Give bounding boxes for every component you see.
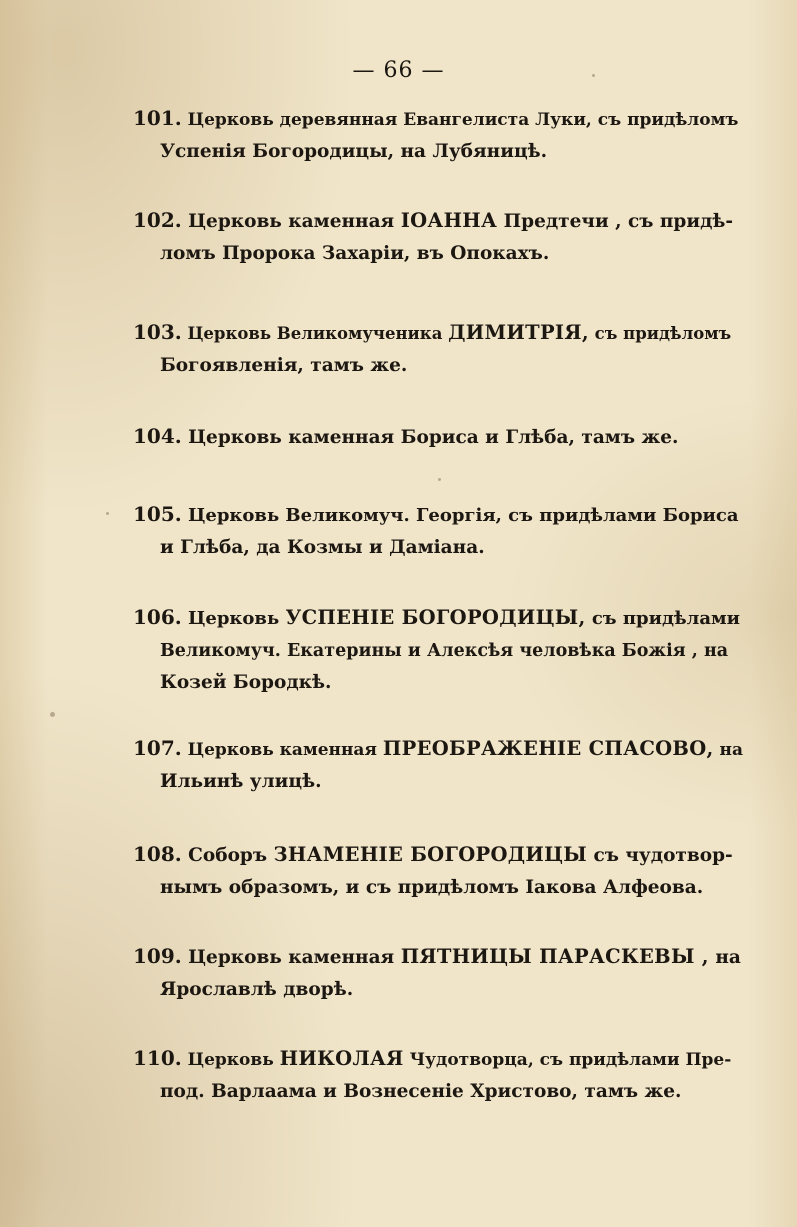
church-name: ДИМИТРІЯ, — [448, 321, 589, 344]
entry-line — [133, 732, 743, 766]
ink-speck — [438, 478, 441, 481]
page-number: — 66 — — [352, 58, 445, 83]
entry-105 — [133, 498, 743, 564]
entry-number: 106. — [133, 605, 182, 629]
entry-109 — [133, 940, 743, 1006]
entry-number: 108. — [133, 842, 182, 866]
entry-line — [133, 838, 743, 872]
entry-line — [133, 102, 743, 136]
entry-line — [133, 940, 743, 974]
entry-107 — [133, 732, 743, 798]
entry-number: 109. — [133, 944, 182, 968]
entry-text: Предтечи , съ придѣ- — [503, 211, 734, 232]
entry-line: Ильинѣ улицѣ. — [160, 771, 322, 792]
entry-number: 110. — [133, 1046, 182, 1070]
entry-line: нымъ образомъ, и съ придѣломъ Іакова Алфеова. — [160, 877, 704, 898]
entry-number: 103. — [133, 320, 182, 344]
entry-line — [133, 316, 743, 350]
church-name: НИКОЛАЯ — [279, 1047, 404, 1070]
entry-text: Церковь — [187, 1050, 274, 1070]
entry-number: 105. — [133, 502, 182, 526]
entry-line — [133, 204, 743, 238]
entry-110 — [133, 1042, 743, 1108]
ink-speck — [106, 512, 109, 515]
church-name: ПЯТНИЦЫ ПАРАСКЕВЫ , — [400, 945, 709, 968]
entry-104 — [133, 420, 743, 454]
entry-line: Успенія Богородицы, на Лубяницѣ. — [160, 141, 548, 162]
entry-text: съ чудотвор- — [593, 845, 733, 866]
entry-text: Соборъ — [188, 845, 268, 866]
entry-number: 101. — [133, 106, 182, 130]
entry-text: Церковь — [188, 608, 280, 629]
entry-text: Церковь Великомуч. Георгія, съ придѣлами Бориса — [188, 505, 739, 526]
entry-text: Церковь Великомученика — [187, 324, 443, 343]
entry-number: 104. — [133, 424, 182, 448]
entry-text: Чудотворца, съ придѣлами Пре- — [409, 1050, 732, 1070]
entry-106 — [133, 601, 743, 699]
entry-line — [133, 601, 743, 635]
entry-line: Ярославлѣ дворѣ. — [160, 979, 354, 1000]
church-name: УСПЕНІЕ БОГОРОДИЦЫ, — [285, 606, 586, 629]
entry-text: на — [715, 947, 741, 968]
church-name: ПРЕОБРАЖЕНІЕ СПАСОВО, — [382, 737, 714, 760]
entry-108 — [133, 838, 743, 904]
entry-line: Богоявленія, тамъ же. — [160, 355, 408, 376]
entry-102 — [133, 204, 743, 270]
entry-text: съ придѣломъ — [594, 324, 732, 343]
entry-number: 102. — [133, 208, 182, 232]
entry-line: Козей Бородкѣ. — [160, 672, 332, 693]
entry-line: под. Варлаама и Вознесеніе Христово, тамъ же. — [160, 1081, 682, 1102]
entry-line — [133, 498, 743, 532]
entry-number: 107. — [133, 736, 182, 760]
entry-text: Церковь каменная — [187, 740, 377, 760]
entry-line — [133, 1042, 743, 1076]
entry-text: съ придѣлами — [591, 608, 740, 629]
entry-text: Церковь каменная Бориса и Глѣба, тамъ же. — [188, 427, 679, 448]
entry-text: Церковь каменная — [188, 211, 395, 232]
entry-line: и Глѣба, да Козмы и Даміана. — [160, 537, 485, 558]
entry-text: Церковь деревянная Евангелиста Луки, съ придѣломъ — [187, 110, 739, 130]
entry-101 — [133, 102, 743, 168]
entry-text: Церковь каменная — [188, 947, 395, 968]
ink-speck — [50, 712, 55, 717]
church-name: ЗНАМЕНІЕ БОГОРОДИЦЫ — [273, 843, 588, 866]
entry-line: Великомуч. Екатерины и Алексѣя человѣка Божія , на — [160, 641, 729, 661]
entry-line — [133, 420, 743, 454]
entry-line: ломъ Пророка Захаріи, въ Опокахъ. — [160, 243, 550, 264]
church-name: ІОАННА — [400, 209, 498, 232]
entry-text: на — [719, 740, 743, 760]
entry-103 — [133, 316, 743, 382]
